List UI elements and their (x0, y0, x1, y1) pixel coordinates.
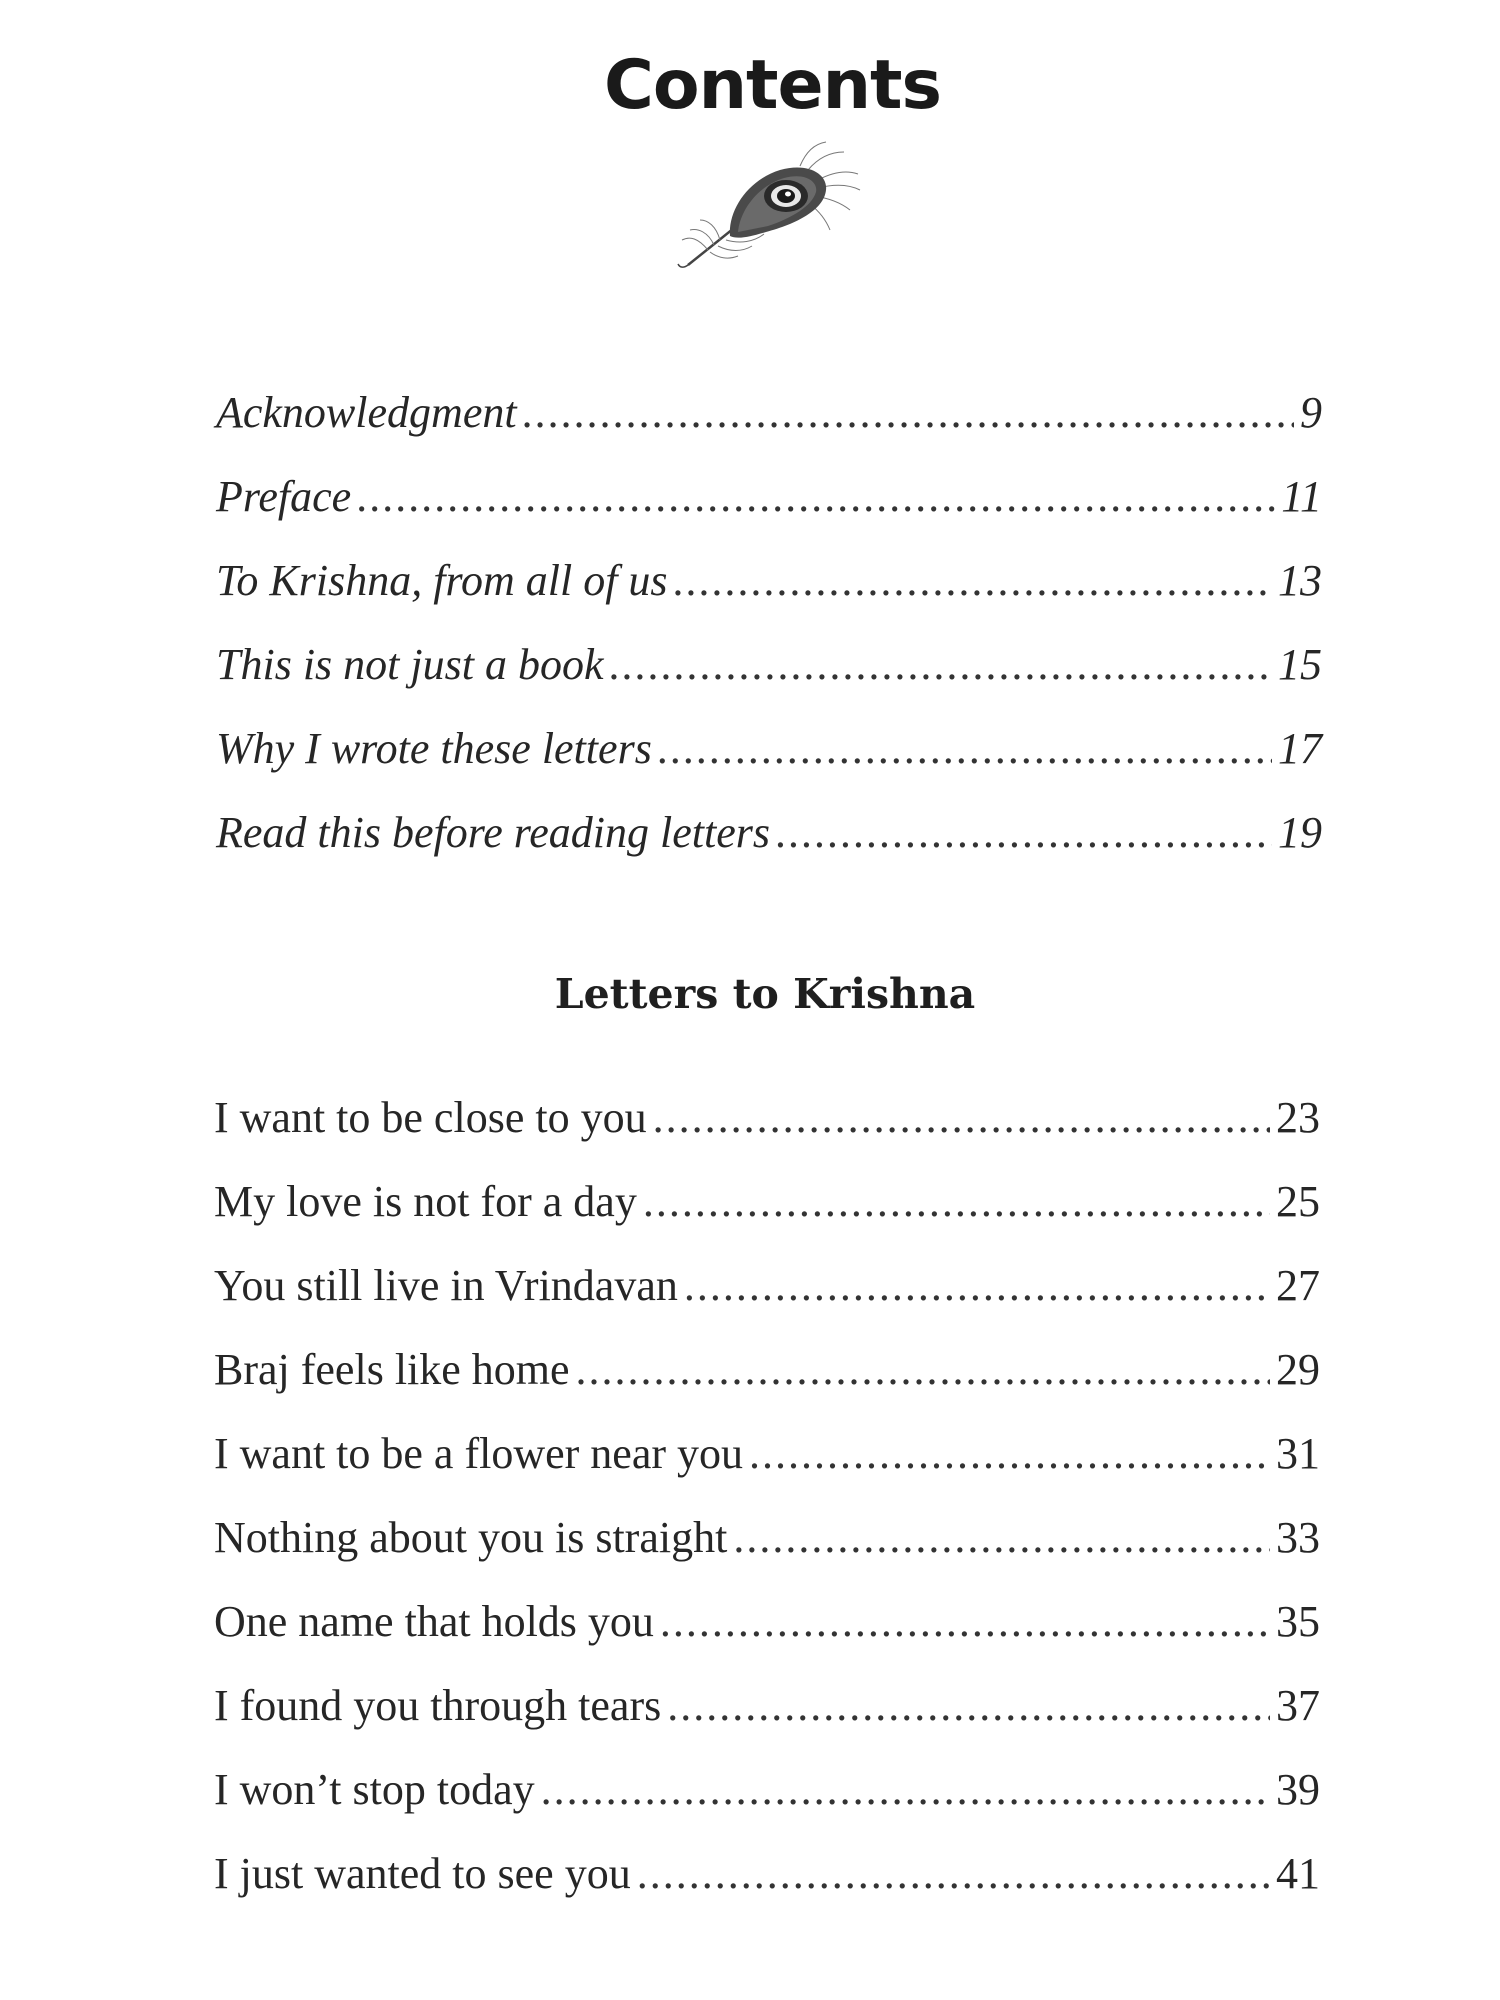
toc-entry-letter[interactable] (214, 1256, 1320, 1316)
toc-entry-to-krishna[interactable] (216, 551, 1322, 611)
toc-entry-letter[interactable] (214, 1676, 1320, 1736)
toc-entry-page: 29 (1276, 1345, 1320, 1394)
toc-entry-label: I want to be close to you (214, 1093, 647, 1142)
toc-entry-page: 9 (1300, 388, 1322, 437)
toc-entry-why-i-wrote[interactable] (216, 719, 1322, 779)
toc-entry-label: I found you through tears (214, 1681, 662, 1730)
dot-leader (357, 467, 1275, 527)
dot-leader (684, 1256, 1270, 1316)
toc-entry-label: Nothing about you is straight (214, 1513, 728, 1562)
toc-entry-label: Why I wrote these letters (216, 724, 652, 773)
toc-entry-letter[interactable] (214, 1172, 1320, 1232)
toc-entry-label: You still live in Vrindavan (214, 1261, 678, 1310)
toc-entry-label: This is not just a book (216, 640, 604, 689)
toc-entry-page: 19 (1278, 808, 1322, 857)
toc-entry-page: 35 (1276, 1597, 1320, 1646)
toc-entry-label: Braj feels like home (214, 1345, 570, 1394)
toc-entry-label: One name that holds you (214, 1597, 654, 1646)
dot-leader (610, 635, 1273, 695)
dot-leader (653, 1088, 1270, 1148)
toc-entry-letter[interactable] (214, 1844, 1320, 1904)
toc-entry-page: 17 (1278, 724, 1322, 773)
toc-entry-page: 27 (1276, 1261, 1320, 1310)
toc-entry-read-this-before[interactable] (216, 803, 1322, 863)
toc-entry-page: 13 (1278, 556, 1322, 605)
toc-entry-page: 37 (1276, 1681, 1320, 1730)
toc-entry-label: To Krishna, from all of us (216, 556, 668, 605)
toc-entry-page: 39 (1276, 1765, 1320, 1814)
toc-entry-preface[interactable] (216, 467, 1322, 527)
toc-entry-label: Acknowledgment (216, 388, 517, 437)
peacock-feather-icon (668, 140, 868, 280)
toc-entry-not-just-a-book[interactable] (216, 635, 1322, 695)
toc-entry-letter[interactable] (214, 1088, 1320, 1148)
toc-entry-label: My love is not for a day (214, 1177, 637, 1226)
page-title: Contents (603, 46, 942, 125)
dot-leader (576, 1340, 1270, 1400)
toc-entry-label: I want to be a flower near you (214, 1429, 744, 1478)
toc-entry-page: 25 (1276, 1177, 1320, 1226)
toc-entry-letter[interactable] (214, 1592, 1320, 1652)
toc-entry-label: I just wanted to see you (214, 1849, 631, 1898)
toc-entry-label: Read this before reading letters (216, 808, 770, 857)
toc-entry-letter[interactable] (214, 1340, 1320, 1400)
toc-entry-letter[interactable] (214, 1424, 1320, 1484)
dot-leader (541, 1760, 1270, 1820)
toc-entry-page: 41 (1276, 1849, 1320, 1898)
section-heading: Letters to Krishna (554, 970, 976, 1018)
toc-entry-page: 23 (1276, 1093, 1320, 1142)
toc-entry-label: I won’t stop today (214, 1765, 535, 1814)
dot-leader (674, 551, 1272, 611)
dot-leader (733, 1508, 1270, 1568)
dot-leader (643, 1172, 1270, 1232)
toc-entry-page: 31 (1276, 1429, 1320, 1478)
dot-leader (637, 1844, 1270, 1904)
toc-entry-page: 33 (1276, 1513, 1320, 1562)
toc-entry-page: 11 (1281, 472, 1322, 521)
toc-entry-page: 15 (1278, 640, 1322, 689)
dot-leader (749, 1424, 1270, 1484)
toc-entry-label: Preface (216, 472, 352, 521)
dot-leader (776, 803, 1272, 863)
dot-leader (658, 719, 1272, 779)
dot-leader (523, 383, 1294, 443)
toc-entry-letter[interactable] (214, 1508, 1320, 1568)
toc-entry-letter[interactable] (214, 1760, 1320, 1820)
toc-entry-acknowledgment[interactable] (216, 383, 1322, 443)
dot-leader (667, 1676, 1270, 1736)
dot-leader (660, 1592, 1270, 1652)
